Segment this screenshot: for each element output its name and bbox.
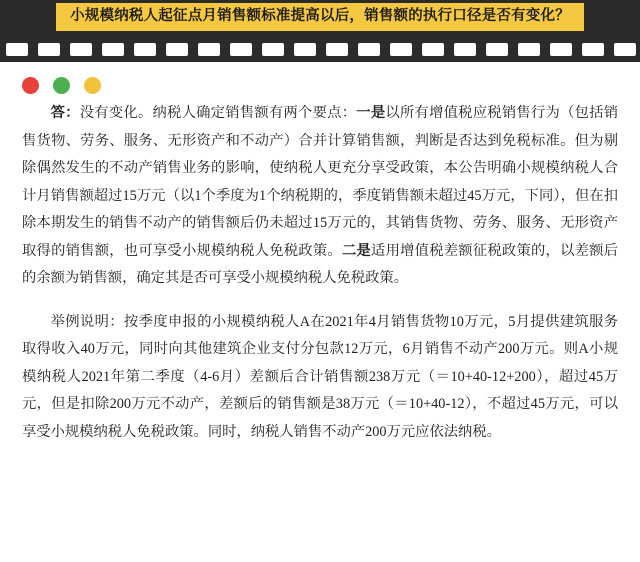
page-title: 小规模纳税人起征点月销售额标准提高以后，销售额的执行口径是否有变化？: [56, 3, 584, 31]
film-hole: [582, 43, 604, 56]
header-banner: [0, 0, 640, 62]
film-hole: [102, 43, 124, 56]
answer-point-two-label: 二是: [341, 242, 372, 259]
film-hole: [134, 43, 156, 56]
yellow-dot-icon: [84, 77, 101, 94]
film-hole: [70, 43, 92, 56]
banner-title-row: [0, 0, 640, 34]
answer-lead: 答：: [50, 105, 80, 121]
decorative-dots-row: [0, 70, 640, 100]
film-hole: [422, 43, 444, 56]
answer-text-2: 以所有增值税应税销售行为（包括销售货物、劳务、服务、无形资产和不动产）合并计算销售额，判断是否达到免税标准。但为剔除偶然发生的不动产销售业务的影响，使纳税人更充分享受政策，本公告明确小规模纳税人合计月销售额超过15万元（以1个季度为1个纳税期的，季度销售额未超过45万元，下同），但在扣除本期发生的销售不动产的销售额后仍未超过15万元的，其销售货物、劳务、服务、无形资产取得的销售额，也可享受小规模纳税人免税政策。: [22, 105, 619, 259]
film-hole: [518, 43, 540, 56]
film-hole: [550, 43, 572, 56]
red-dot-icon: [22, 77, 39, 94]
film-hole: [326, 43, 348, 56]
article-body: [0, 100, 640, 446]
film-hole: [166, 43, 188, 56]
answer-point-one-label: 一是: [356, 105, 386, 121]
answer-text-1: 没有变化。纳税人确定销售额有两个要点：: [79, 105, 357, 121]
film-hole: [6, 43, 28, 56]
green-dot-icon: [53, 77, 70, 94]
film-strip-decoration: [0, 36, 640, 62]
film-hole: [390, 43, 412, 56]
film-hole: [454, 43, 476, 56]
film-hole: [262, 43, 284, 56]
film-hole: [198, 43, 220, 56]
film-hole: [614, 43, 636, 56]
film-hole: [38, 43, 60, 56]
film-hole: [230, 43, 252, 56]
film-hole: [486, 43, 508, 56]
answer-paragraph: [22, 100, 618, 293]
example-paragraph: 举例说明：按季度申报的小规模纳税人A在2021年4月销售货物10万元，5月提供建筑服务取得收入40万元，同时向其他建筑企业支付分包款12万元，6月销售不动产200万元。则A小规模纳税人2021年第二季度（4-6月）差额后合计销售额238万元（＝10+40-12+200），超过45万元，但是扣除200万元不动产，差额后的销售额是38万元（＝10+40-12），不超过45万元，可以享受小规模纳税人免税政策。同时，纳税人销售不动产200万元应依法纳税。: [22, 313, 618, 440]
answer-text-3: 适用增值税差额征税政策的，以差额后的余额为销售额，确定其是否可享受小规模纳税人免税政策。: [22, 242, 619, 286]
film-hole: [358, 43, 380, 56]
film-hole: [294, 43, 316, 56]
